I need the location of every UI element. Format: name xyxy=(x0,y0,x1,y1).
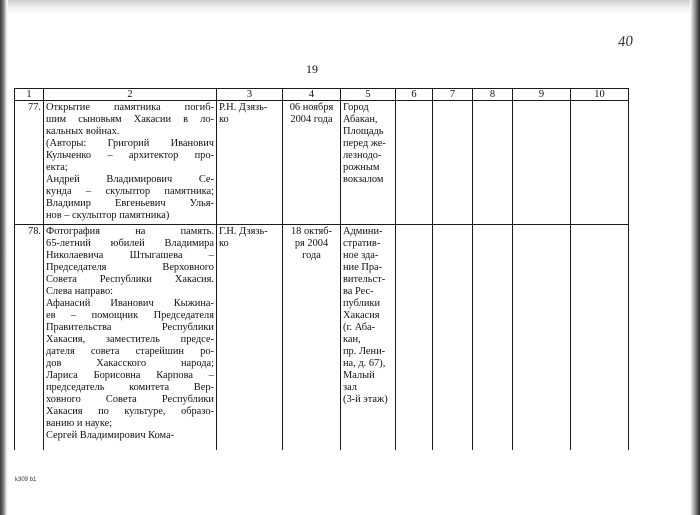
text-line: Площадь xyxy=(343,126,384,137)
text-line: Председателя Верховного xyxy=(46,262,214,273)
empty-cell xyxy=(433,225,473,450)
event-place xyxy=(341,225,396,450)
scan-shadow-top xyxy=(0,0,700,14)
text-line: Хакасия xyxy=(343,310,380,321)
text-line: ние Пра- xyxy=(343,262,383,273)
text-line: Хакасия, заместитель предсе- xyxy=(46,334,214,345)
text-line: шим сыновьям Хакасии в ло- xyxy=(46,114,214,125)
text-line: Совета Республики Хакасия. xyxy=(46,274,214,285)
text-line: Малый xyxy=(343,370,375,381)
row-number: 78. xyxy=(15,225,44,450)
text-line: Р.Н. Дзязь- xyxy=(219,102,268,113)
text-line: Владимир Евгеньевич Улья- xyxy=(46,198,214,209)
header-cell: 6 xyxy=(396,89,433,101)
text-line: Правительства Республики xyxy=(46,322,214,333)
text-line: ко xyxy=(219,238,229,249)
text-line: 18 октяб- xyxy=(290,226,333,237)
row-number: 77. xyxy=(15,101,44,225)
responsible-person xyxy=(217,225,283,450)
empty-cell xyxy=(473,101,513,225)
text-line: ное зда- xyxy=(343,250,379,261)
text-line: Слева направо: xyxy=(46,286,114,297)
empty-cell xyxy=(513,101,571,225)
empty-cell xyxy=(396,225,433,450)
text-line: зал xyxy=(343,382,357,393)
text-line: (Авторы: Григорий Иванович xyxy=(46,138,214,149)
header-cell: 4 xyxy=(283,89,341,101)
text-line: ко xyxy=(219,114,229,125)
text-line: вокзалом xyxy=(343,174,384,185)
scan-shadow-right xyxy=(690,0,700,515)
empty-cell xyxy=(433,101,473,225)
text-line: Г.Н. Дзязь- xyxy=(219,226,268,237)
header-cell: 1 xyxy=(15,89,44,101)
empty-cell xyxy=(473,225,513,450)
text-line: ховного Совета Республики xyxy=(46,394,214,405)
event-place xyxy=(341,101,396,225)
text-line: Хакасия по культуре, образо- xyxy=(46,406,214,417)
header-cell: 10 xyxy=(571,89,629,101)
event-date xyxy=(283,101,341,225)
text-line: вительст- xyxy=(343,274,386,285)
text-line: ванию и науке; xyxy=(46,418,113,429)
text-line: нов – скульптор памятника) xyxy=(46,210,170,221)
text-line: публики xyxy=(343,298,381,309)
text-line: Сергей Владимирович Кома- xyxy=(46,430,175,441)
text-line: екта; xyxy=(46,162,68,173)
header-cell: 7 xyxy=(433,89,473,101)
empty-cell xyxy=(571,101,629,225)
empty-cell xyxy=(396,101,433,225)
text-line: рожным xyxy=(343,162,380,173)
text-line: года xyxy=(302,250,321,261)
event-description xyxy=(44,225,217,450)
event-date xyxy=(283,225,341,450)
text-line: дов Хакасского народа; xyxy=(46,358,214,369)
text-line: ва Рес- xyxy=(343,286,374,297)
text-line: председатель комитета Вер- xyxy=(46,382,214,393)
empty-cell xyxy=(571,225,629,450)
text-line: Абакан, xyxy=(343,114,378,125)
header-cell: 5 xyxy=(341,89,396,101)
text-line: кунда – скульптор памятника; xyxy=(46,186,214,197)
header-cell: 3 xyxy=(217,89,283,101)
text-line: на, д. 67), xyxy=(343,358,386,369)
header-cell: 8 xyxy=(473,89,513,101)
text-line: кан, xyxy=(343,334,361,345)
footer-code: k309 b1 xyxy=(15,477,37,483)
text-line: Лариса Борисовна Карпова – xyxy=(46,370,214,381)
table-row xyxy=(15,101,629,225)
handwritten-page-number: 40 xyxy=(617,33,634,51)
header-cell: 9 xyxy=(513,89,571,101)
text-line: Фотография на память. xyxy=(46,226,214,237)
text-line: Андрей Владимирович Се- xyxy=(46,174,214,185)
header-cell: 2 xyxy=(44,89,217,101)
scan-shadow-left xyxy=(0,0,8,515)
text-line: Кульченко – архитектор про- xyxy=(46,150,214,161)
events-table xyxy=(14,88,629,450)
text-line: (г. Аба- xyxy=(343,322,376,333)
text-line: пр. Лени- xyxy=(343,346,386,357)
text-line: дателя совета старейшин ро- xyxy=(46,346,214,357)
text-line: ев – помощник Председателя xyxy=(46,310,214,321)
text-line: Николаевича Штыгашева – xyxy=(46,250,214,261)
page-number: 19 xyxy=(306,62,318,76)
table-header-row xyxy=(15,89,629,101)
table-row xyxy=(15,225,629,450)
text-line: Город xyxy=(343,102,369,113)
text-line: 65-летний юбилей Владимира xyxy=(46,238,214,249)
empty-cell xyxy=(513,225,571,450)
text-line: Афанасий Иванович Кыжина- xyxy=(46,298,214,309)
text-line: лезнодо- xyxy=(343,150,382,161)
text-line: Админи- xyxy=(343,226,383,237)
text-line: (3-й этаж) xyxy=(343,394,388,405)
text-line: Открытие памятника погиб- xyxy=(46,102,214,113)
text-line: ря 2004 xyxy=(294,238,329,249)
text-line: стратив- xyxy=(343,238,381,249)
responsible-person xyxy=(217,101,283,225)
text-line: 2004 года xyxy=(290,114,333,125)
text-line: 06 ноября xyxy=(289,102,334,113)
text-line: перед же- xyxy=(343,138,386,149)
text-line: кальных войнах. xyxy=(46,126,120,137)
event-description xyxy=(44,101,217,225)
